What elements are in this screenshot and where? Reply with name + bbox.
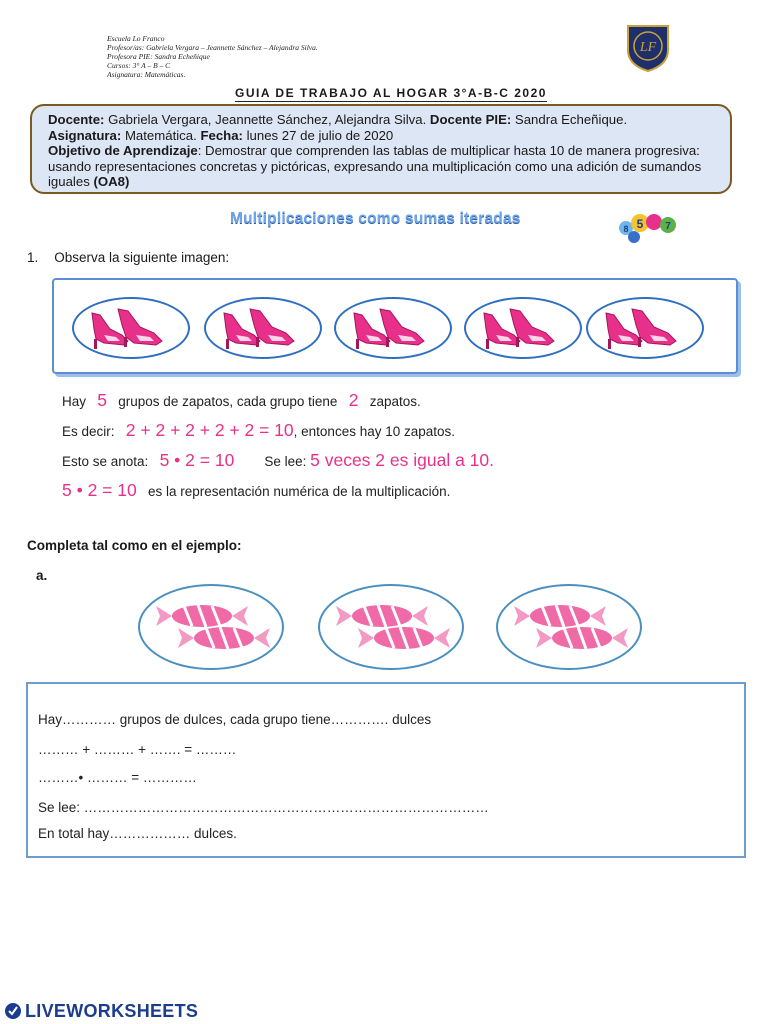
exercise-instruction: Completa tal como en el ejemplo: (27, 538, 242, 553)
shoes-pair-icon (206, 299, 320, 357)
courses-line: Cursos: 3° A – B – C (107, 61, 171, 70)
info-subject-row: Asignatura: Matemática. Fecha: lunes 27 de julio de 2020 (48, 127, 394, 143)
footer-brand-text: LIVEWORKSHEETS (25, 1000, 199, 1021)
answer-box (26, 682, 746, 858)
number-balloons-icon (614, 210, 682, 246)
pie-teacher-line: Profesora PIE: Sandra Echeñique (107, 52, 210, 61)
answer-line-groups[interactable]: Hay………… grupos de dulces, cada grupo tiene…………. dulces (38, 712, 432, 727)
question-1: 1. Observa la siguiente imagen: (27, 250, 230, 265)
svg-text:8: 8 (623, 224, 629, 234)
subject-line: Asignatura: Matemáticas. (107, 70, 186, 79)
example-line-3: Esto se anota: 5 • 2 = 10 Se lee: 5 veces 2 es igual a 10. (62, 450, 494, 470)
school-name: Escuela Lo Franco (107, 34, 165, 43)
guide-title: GUIA DE TRABAJO AL HOGAR 3°A-B-C 2020 (235, 86, 547, 100)
svg-text:LF: LF (639, 40, 657, 55)
answer-line-total[interactable]: En total hay……………… dulces. (38, 826, 237, 841)
shoe-group (464, 297, 582, 359)
answer-line-multiplication[interactable]: ………• ……… = ………… (38, 770, 197, 785)
svg-text:7: 7 (665, 221, 671, 232)
shoes-pair-icon (466, 299, 580, 357)
info-objective: Objetivo de Aprendizaje: Demostrar que comprenden las tablas de multiplicar hasta 10 de manera progresiva: usando representaciones concretas y pictóricas, expresando una multiplicación como una adición de sumandos iguales (OA8) (48, 143, 702, 189)
teachers-line: Profesor/as: Gabriela Vergara – Jeannette Sánchez – Alejandra Silva. (107, 43, 318, 52)
info-box (30, 104, 732, 194)
school-header (107, 34, 318, 79)
answer-line-reading[interactable]: Se lee: ……………………………………………………………………………… (38, 800, 489, 815)
example-line-2: Es decir: 2 + 2 + 2 + 2 + 2 = 10, entonces hay 10 zapatos. (62, 420, 456, 440)
section-title: Multiplicaciones como sumas iteradas (230, 210, 521, 227)
footer-brand (4, 1000, 198, 1022)
shoe-group (204, 297, 322, 359)
candy-group (138, 584, 284, 670)
shoe-group (586, 297, 704, 359)
shoes-pair-icon (588, 299, 702, 357)
school-crest-icon (624, 22, 672, 72)
liveworksheets-logo-icon (4, 1002, 22, 1020)
shoe-group (334, 297, 452, 359)
shoes-image-frame (52, 278, 738, 374)
info-docente-row: Docente: Gabriela Vergara, Jeannette Sánchez, Alejandra Silva. Docente PIE: Sandra Echeñique. (48, 112, 628, 127)
candies-icon (320, 586, 462, 668)
shoe-group (72, 297, 190, 359)
candy-group (496, 584, 642, 670)
example-line-4: 5 • 2 = 10 es la representación numérica de la multiplicación. (62, 480, 451, 500)
candies-icon (140, 586, 282, 668)
answer-line-addition[interactable]: ……… + ……… + ……. = ……… (38, 742, 237, 757)
exercise-label-a: a. (36, 568, 48, 583)
candy-group (318, 584, 464, 670)
shoes-pair-icon (74, 299, 188, 357)
example-line-1: Hay 5 grupos de zapatos, cada grupo tiene 2 zapatos. (62, 390, 421, 410)
shoes-pair-icon (336, 299, 450, 357)
svg-text:5: 5 (636, 217, 644, 231)
candies-icon (498, 586, 640, 668)
